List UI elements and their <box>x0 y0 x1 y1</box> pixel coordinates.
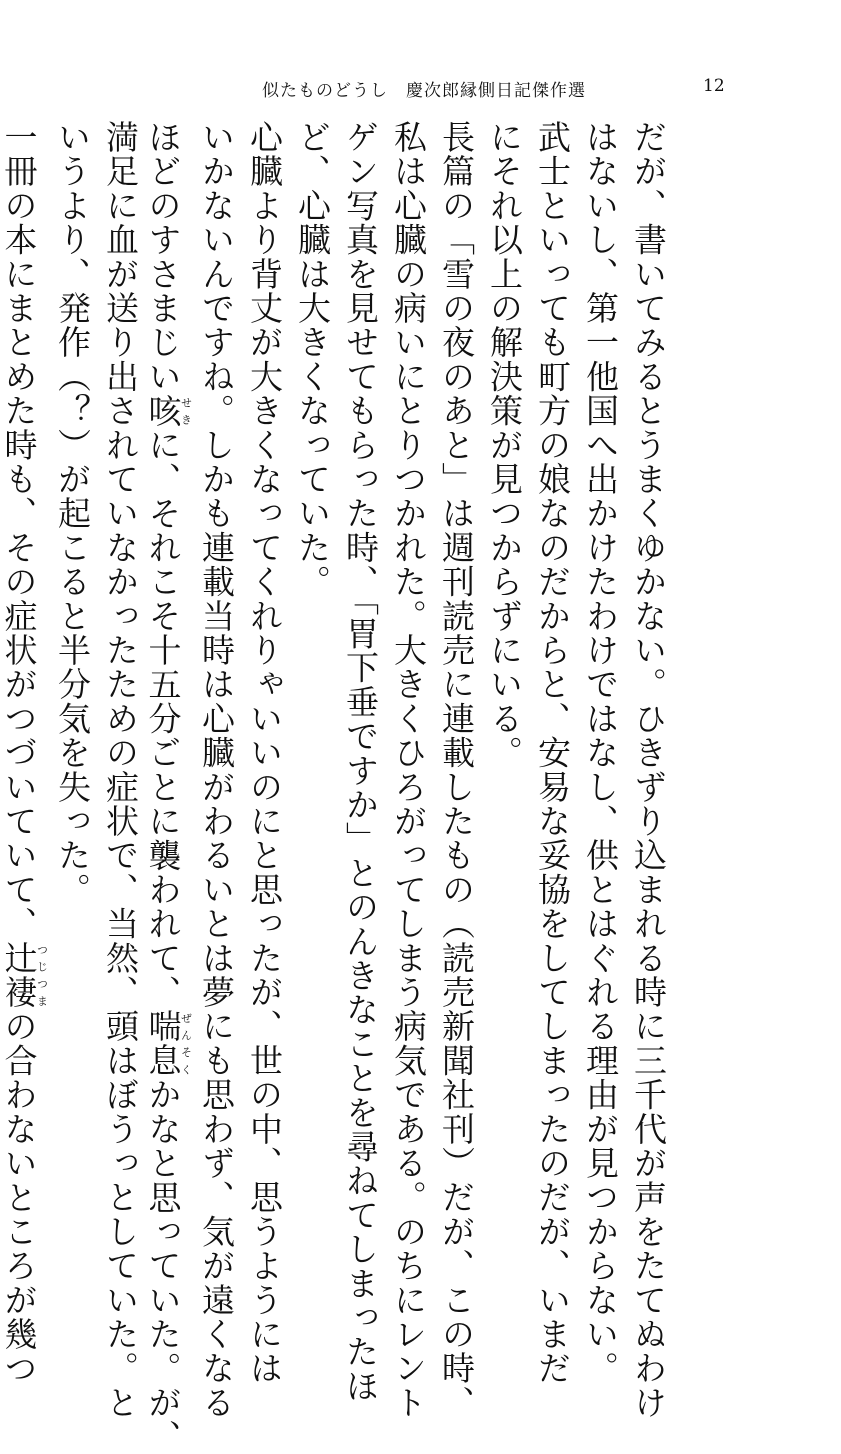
text-line-1: だが、書いてみるとうまくゆかない。ひきずり込まれる時に三千代が声をたてぬわけ <box>629 120 668 1420</box>
ruby-zensoku <box>143 1009 193 1078</box>
ruby-seki <box>143 393 193 428</box>
text-line-5: 長篇の「雪の夜のあと」は週刊読売に連載したもの（読売新聞社刊）だが、この時、 <box>437 120 476 1420</box>
text-line-8: ど、心臓は大きくなっていた。 <box>293 120 332 599</box>
ruby-zensoku-base: 喘息 <box>143 1009 183 1078</box>
text-line-14 <box>0 120 49 1386</box>
running-head <box>262 76 586 101</box>
page-number: 12 <box>703 76 725 96</box>
text-line-11 <box>143 120 193 1454</box>
text-line-6: 私は心臓の病いにとりつかれた。大きくひろがってしまう病気である。のちにレント <box>389 120 428 1420</box>
text-line-13: いうより、発作（？）が起こると半分気を失った。 <box>53 120 92 907</box>
ruby-zensoku-reading: ぜんそく <box>179 1009 193 1078</box>
ruby-seki-reading: せき <box>179 393 193 428</box>
text-line-12: 満足に血が送り出されていなかったための症状で、当然、頭はぼうっとしていた。と <box>101 120 140 1420</box>
body-text <box>0 120 672 1454</box>
line-14-part-b: の合わないところが幾つ <box>0 1009 39 1386</box>
ruby-tsujitsuma <box>0 940 49 1010</box>
line-14-part-a: 一冊の本にまとめた時も、その症状がつづいていて、 <box>0 120 39 941</box>
line-11-part-c: かなと思っていた。が、 <box>143 1077 183 1454</box>
text-line-4: にそれ以上の解決策が見つからずにいる。 <box>485 120 524 770</box>
ruby-tsujitsuma-base: 辻褄 <box>0 940 39 1010</box>
text-line-3: 武士といっても町方の娘なのだからと、安易な妥協をしてしまったのだが、いまだ <box>533 120 572 1386</box>
text-line-10: いかないんですね。しかも連載当時は心臓がわるいとは夢にも思わず、気が遠くなる <box>197 120 236 1420</box>
text-line-2: はないし、第一他国へ出かけたわけではなし、供とはぐれる理由が見つからない。 <box>581 120 620 1386</box>
ruby-tsujitsuma-reading: つじつま <box>35 940 49 1010</box>
text-line-9: 心臓より背丈が大きくなってくれりゃいいのにと思ったが、世の中、思うようには <box>245 120 284 1386</box>
ruby-seki-base: 咳 <box>143 393 183 428</box>
book-subtitle: 慶次郎縁側日記傑作選 <box>406 81 586 101</box>
book-title: 似たものどうし <box>262 81 388 101</box>
line-11-part-b: に、それこそ十五分ごとに襲われて、 <box>143 427 183 1010</box>
text-line-7: ゲン写真を見せてもらった時、「胃下垂ですか」とのんきなことを尋ねてしまったほ <box>341 120 380 1404</box>
line-11-part-a: ほどのすさまじい <box>143 120 183 394</box>
